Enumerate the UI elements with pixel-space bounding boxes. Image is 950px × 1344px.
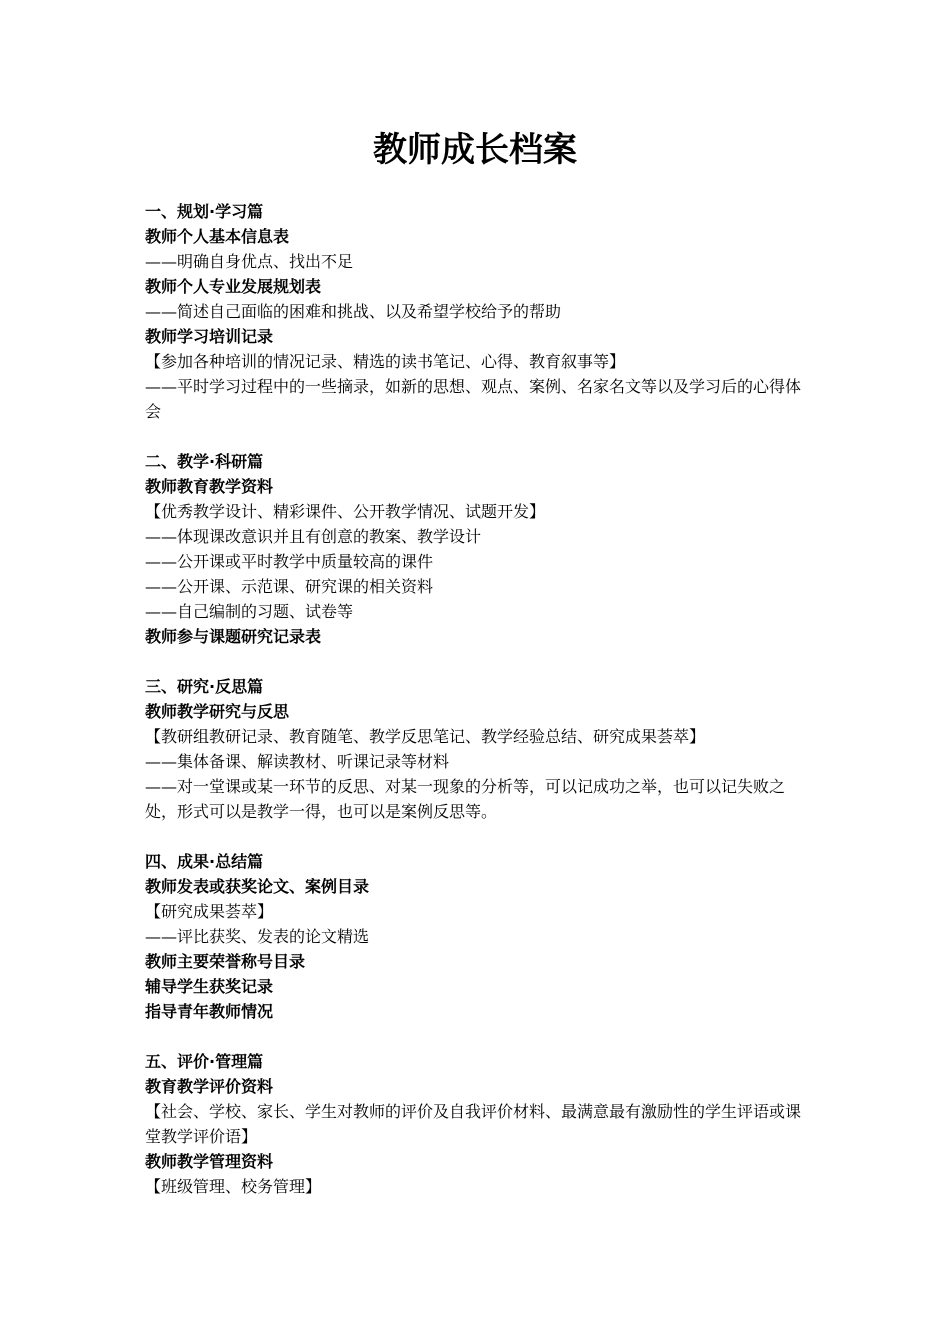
item-text: ——简述自己面临的困难和挑战、以及希望学校给予的帮助 [145, 302, 562, 321]
item-text: 【社会、学校、家长、学生对教师的评价及自我评价材料、最满意最有激励性的学生评语或课堂教学评价语】 [145, 1102, 802, 1146]
section-1 [145, 199, 810, 424]
section-2 [145, 449, 810, 649]
document-body [145, 199, 810, 1224]
item-text: 【优秀教学设计、精彩课件、公开教学情况、试题开发】 [145, 502, 546, 521]
item-text: ——自己编制的习题、试卷等 [145, 602, 354, 621]
item-text: ——评比获奖、发表的论文精选 [145, 927, 370, 946]
item-text: ——公开课或平时教学中质量较高的课件 [145, 552, 434, 571]
item-heading: 辅导学生获奖记录 [145, 977, 274, 996]
item-text: 【班级管理、校务管理】 [145, 1177, 322, 1196]
item-text: ——体现课改意识并且有创意的教案、教学设计 [145, 527, 482, 546]
document-title: 教师成长档案 [373, 130, 577, 170]
item-heading: 教师主要荣誉称号目录 [145, 952, 306, 971]
section-3 [145, 674, 810, 824]
item-text: ——公开课、示范课、研究课的相关资料 [145, 577, 434, 596]
section-heading: 三、研究·反思篇 [145, 677, 264, 696]
item-text: 【教研组教研记录、教育随笔、教学反思笔记、教学经验总结、研究成果荟萃】 [145, 727, 706, 746]
item-heading: 教师发表或获奖论文、案例目录 [145, 877, 370, 896]
section-heading: 一、规划·学习篇 [145, 202, 264, 221]
item-heading: 教师教学研究与反思 [145, 702, 290, 721]
section-heading: 二、教学·科研篇 [145, 452, 264, 471]
item-text: ——集体备课、解读教材、听课记录等材料 [145, 752, 450, 771]
item-heading: 指导青年教师情况 [145, 1002, 274, 1021]
item-text: ——对一堂课或某一环节的反思、对某一现象的分析等，可以记成功之举，也可以记失败之处，形式可以是教学一得，也可以是案例反思等。 [145, 777, 786, 821]
item-heading: 教师学习培训记录 [145, 327, 274, 346]
item-heading: 教师参与课题研究记录表 [145, 627, 322, 646]
item-text: ——明确自身优点、找出不足 [145, 252, 354, 271]
item-text: 【参加各种培训的情况记录、精选的读书笔记、心得、教育叙事等】 [145, 352, 626, 371]
item-heading: 教师个人基本信息表 [145, 227, 290, 246]
item-heading: 教师个人专业发展规划表 [145, 277, 322, 296]
item-heading: 教育教学评价资料 [145, 1077, 274, 1096]
section-heading: 五、评价·管理篇 [145, 1052, 264, 1071]
item-text: ——平时学习过程中的一些摘录，如新的思想、观点、案例、名家名文等以及学习后的心得体会 [145, 377, 802, 421]
item-heading: 教师教学管理资料 [145, 1152, 274, 1171]
item-text: 【研究成果荟萃】 [145, 902, 274, 921]
item-heading: 教师教育教学资料 [145, 477, 274, 496]
section-4 [145, 849, 810, 1024]
section-heading: 四、成果·总结篇 [145, 852, 264, 871]
section-5 [145, 1049, 810, 1199]
